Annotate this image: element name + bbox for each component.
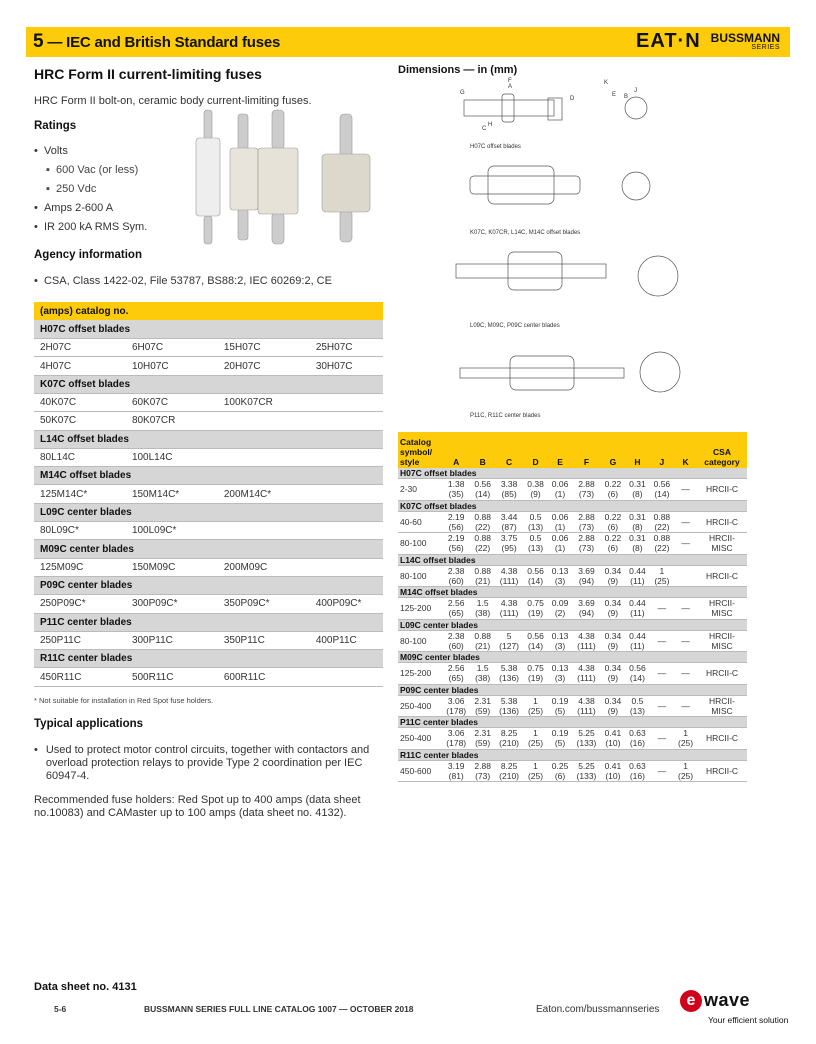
table-cell: 0.88 (22) — [650, 511, 674, 533]
table-group-header: K07C offset blades — [34, 375, 383, 393]
table-cell: 600R11C — [218, 668, 310, 686]
table-group-header: H07C offset blades — [398, 468, 747, 479]
table-row — [398, 565, 747, 587]
table-cell: — — [650, 598, 674, 620]
table-cell: 1 (25) — [674, 760, 697, 782]
drawing-caption: P11C, R11C center blades — [470, 413, 541, 419]
table-cell: 350P09C* — [218, 595, 310, 613]
table-cell — [310, 412, 383, 430]
table-cell: 100L14C — [126, 448, 218, 466]
table-cell: 80-100 — [398, 565, 442, 587]
table-cell: 0.34 (9) — [601, 630, 625, 652]
table-cell: 2-30 — [398, 479, 442, 501]
table-cell: 0.88 (22) — [470, 533, 494, 555]
table-cell — [218, 448, 310, 466]
catalog-footer: BUSSMANN SERIES FULL LINE CATALOG 1007 — OCTOBER 2018 — [144, 1004, 414, 1014]
table-cell: 350P11C — [218, 631, 310, 649]
drawing-caption: L09C, M09C, P09C center blades — [470, 323, 560, 329]
table-cell: HRCII-C — [697, 479, 747, 501]
table-cell: — — [650, 695, 674, 717]
table-cell: 200M14C* — [218, 485, 310, 503]
table-cell: 0.13 (3) — [548, 663, 572, 685]
table-cell — [310, 522, 383, 540]
column-header: Catalog symbol/ style — [398, 432, 442, 468]
table-cell: 125-200 — [398, 598, 442, 620]
series-brand: SERIES — [751, 44, 780, 51]
column-header: H — [625, 432, 649, 468]
table-group-header: P09C center blades — [34, 576, 383, 594]
table-row — [34, 393, 383, 411]
table-cell: 80-100 — [398, 533, 442, 555]
table-cell: 2.56 (65) — [442, 663, 470, 685]
table-cell: — — [650, 630, 674, 652]
table-cell: HRCII-C — [697, 760, 747, 782]
table-cell: 0.56 (14) — [523, 630, 547, 652]
table-group-header: P09C center blades — [398, 684, 747, 695]
dimension-letter: E — [612, 92, 617, 98]
table-cell: 2.88 (73) — [572, 511, 600, 533]
table-cell: 10H07C — [126, 357, 218, 375]
table-cell: 1 (25) — [523, 695, 547, 717]
table-cell: 450R11C — [34, 668, 126, 686]
table-cell — [310, 393, 383, 411]
table-cell: 0.75 (19) — [523, 598, 547, 620]
table-cell: 2.88 (73) — [572, 479, 600, 501]
table-cell: 5.25 (133) — [572, 760, 600, 782]
table-cell: 0.88 (22) — [470, 511, 494, 533]
table-cell: — — [674, 598, 697, 620]
table-cell: 250P09C* — [34, 595, 126, 613]
agency-heading: Agency information — [34, 249, 142, 261]
table-cell: 3.06 (178) — [442, 695, 470, 717]
dimension-letter: D — [570, 96, 575, 102]
table-cell: — — [674, 663, 697, 685]
dimension-letter: J — [634, 88, 637, 94]
table-cell: 8.25 (210) — [495, 760, 523, 782]
table-cell: 1 (25) — [674, 728, 697, 750]
bussmann-brand: BUSSMANN — [710, 31, 780, 45]
dimension-letter: K — [604, 80, 609, 86]
table-row — [398, 728, 747, 750]
table-cell: 0.34 (9) — [601, 598, 625, 620]
table-cell: 2.19 (56) — [442, 511, 470, 533]
table-row — [34, 485, 383, 503]
list-item: • Used to protect motor control circuits, together with contactors and overload protection relays to provide Type 2 coordination per IEC 60947-4. — [34, 744, 370, 782]
table-cell: 0.56 (14) — [523, 565, 547, 587]
website-link[interactable]: Eaton.com/bussmannseries — [536, 1004, 660, 1015]
table-cell — [218, 522, 310, 540]
section-title: 5 — IEC and British Standard fuses — [33, 31, 281, 52]
table-cell: 150M14C* — [126, 485, 218, 503]
dimension-letter: B — [624, 94, 629, 100]
table-cell: 4.38 (111) — [495, 598, 523, 620]
dimension-letter: A — [508, 84, 513, 90]
table-cell: 0.56 (14) — [470, 479, 494, 501]
fuse-holders-text: Recommended fuse holders: Red Spot up to 400 amps (data sheet no.10083) and CAMaster up to 100 amps (data sheet no. 4132). — [34, 794, 361, 819]
list-item: ▪ 250 Vdc — [46, 183, 97, 195]
table-cell: 8.25 (210) — [495, 728, 523, 750]
table-cell: 4.38 (111) — [572, 630, 600, 652]
dimension-letter: G — [460, 90, 465, 96]
table-header: (amps) catalog no. — [34, 302, 383, 320]
table-cell: 0.31 (8) — [625, 479, 649, 501]
table-cell: 3.69 (94) — [572, 565, 600, 587]
section-header-bar — [26, 27, 790, 57]
table-cell: 5 (127) — [495, 630, 523, 652]
table-cell: 100K07CR — [218, 393, 310, 411]
table-cell — [674, 565, 697, 587]
table-row — [398, 663, 747, 685]
table-cell — [310, 558, 383, 576]
datasheet-number: Data sheet no. 4131 — [34, 981, 137, 993]
eaton-logo: EAT·N — [636, 30, 701, 52]
table-group-header: L14C offset blades — [34, 430, 383, 448]
table-cell: 3.44 (87) — [495, 511, 523, 533]
table-cell: 0.88 (21) — [470, 630, 494, 652]
table-cell: 2.56 (65) — [442, 598, 470, 620]
table-row — [34, 339, 383, 357]
table-cell: 3.69 (94) — [572, 598, 600, 620]
table-cell: HRCII-C — [697, 511, 747, 533]
fuse-product-photo — [190, 108, 380, 248]
table-row — [398, 630, 747, 652]
table-cell: 0.06 (1) — [548, 533, 572, 555]
table-cell: 4.38 (111) — [572, 663, 600, 685]
column-header: J — [650, 432, 674, 468]
table-cell: 0.44 (11) — [625, 598, 649, 620]
table-group-header: R11C center blades — [398, 749, 747, 760]
table-cell: 60K07C — [126, 393, 218, 411]
table-cell: 0.22 (6) — [601, 479, 625, 501]
table-cell: 0.06 (1) — [548, 511, 572, 533]
column-header: C — [495, 432, 523, 468]
table-cell: 300P09C* — [126, 595, 218, 613]
table-group-header: P11C center blades — [34, 613, 383, 631]
table-cell: 400P09C* — [310, 595, 383, 613]
column-header: D — [523, 432, 547, 468]
table-cell: 2.88 (73) — [572, 533, 600, 555]
column-header: G — [601, 432, 625, 468]
table-cell: 30H07C — [310, 357, 383, 375]
table-row — [34, 631, 383, 649]
table-cell: 0.13 (3) — [548, 565, 572, 587]
table-cell: 1.5 (38) — [470, 598, 494, 620]
page-number: 5-6 — [54, 1004, 67, 1014]
table-cell: 250P11C — [34, 631, 126, 649]
table-cell: 0.31 (8) — [625, 511, 649, 533]
table-row — [398, 598, 747, 620]
table-cell: 1.38 (35) — [442, 479, 470, 501]
table-cell: 0.22 (6) — [601, 511, 625, 533]
column-header: E — [548, 432, 572, 468]
drawing-caption: K07C, K07CR, L14C, M14C offset blades — [470, 230, 581, 236]
table-cell: — — [674, 479, 697, 501]
drawing-caption: H07C offset blades — [470, 144, 521, 150]
table-cell: 125-200 — [398, 663, 442, 685]
intro-text: HRC Form II bolt-on, ceramic body current-limiting fuses. — [34, 95, 312, 107]
dimensions-table — [398, 432, 747, 782]
table-cell: 0.41 (10) — [601, 728, 625, 750]
column-header: B — [470, 432, 494, 468]
eaton-bussmann-logo — [636, 30, 780, 53]
table-cell: HRCII-C — [697, 663, 747, 685]
table-cell: 0.34 (9) — [601, 565, 625, 587]
page-title: HRC Form II current-limiting fuses — [34, 66, 262, 82]
table-group-header: M09C center blades — [34, 540, 383, 558]
table-row — [398, 479, 747, 501]
table-row — [34, 357, 383, 375]
table-cell: 5.25 (133) — [572, 728, 600, 750]
dimension-drawings — [398, 76, 698, 422]
table-cell: 2.31 (59) — [470, 695, 494, 717]
table-cell: 3.06 (178) — [442, 728, 470, 750]
table-row — [398, 533, 747, 555]
table-cell: 0.34 (9) — [601, 663, 625, 685]
table-row — [34, 595, 383, 613]
table-cell: 40K07C — [34, 393, 126, 411]
table-cell: 80-100 — [398, 630, 442, 652]
table-cell: 20H07C — [218, 357, 310, 375]
table-cell: 2.19 (56) — [442, 533, 470, 555]
table-group-header: M09C center blades — [398, 652, 747, 663]
column-header: CSA category — [697, 432, 747, 468]
table-group-header: M14C offset blades — [34, 467, 383, 485]
table-row — [34, 558, 383, 576]
table-group-header: L09C center blades — [34, 503, 383, 521]
list-item: • Volts — [34, 145, 68, 157]
table-cell: 0.09 (2) — [548, 598, 572, 620]
table-cell — [218, 412, 310, 430]
table-cell — [310, 448, 383, 466]
table-cell: — — [650, 728, 674, 750]
dimensions-title: Dimensions — in (mm) — [398, 64, 518, 76]
table-cell: 0.56 (14) — [625, 663, 649, 685]
ewave-tagline: Your efficient solution — [708, 1015, 789, 1025]
table-cell: 3.75 (95) — [495, 533, 523, 555]
list-item: • IR 200 kA RMS Sym. — [34, 221, 148, 233]
table-cell: 2.88 (73) — [470, 760, 494, 782]
table-cell — [310, 485, 383, 503]
table-header — [398, 432, 747, 468]
agency-list — [34, 272, 332, 291]
table-cell: 0.13 (3) — [548, 630, 572, 652]
ewave-e-icon: e — [680, 990, 702, 1012]
table-group-header: H07C offset blades — [34, 320, 383, 338]
list-item: ▪ 600 Vac (or less) — [46, 164, 139, 176]
table-cell: — — [650, 663, 674, 685]
table-cell: 1 (25) — [650, 565, 674, 587]
footnote: * Not suitable for installation in Red Spot fuse holders. — [34, 696, 214, 705]
table-cell: 2.31 (59) — [470, 728, 494, 750]
table-cell: HRCII- MISC — [697, 533, 747, 555]
table-cell: 125M09C — [34, 558, 126, 576]
table-cell: 1.5 (38) — [470, 663, 494, 685]
table-cell: 0.34 (9) — [601, 695, 625, 717]
table-cell: 150M09C — [126, 558, 218, 576]
table-cell: 500R11C — [126, 668, 218, 686]
table-cell: 4.38 (111) — [495, 565, 523, 587]
typical-applications — [34, 718, 379, 820]
table-cell: 250-400 — [398, 728, 442, 750]
dimension-letter: C — [482, 126, 487, 132]
column-header: K — [674, 432, 697, 468]
table-cell: 200M09C — [218, 558, 310, 576]
table-cell: — — [674, 695, 697, 717]
table-row — [398, 760, 747, 782]
table-cell: 80K07CR — [126, 412, 218, 430]
table-cell: 6H07C — [126, 339, 218, 357]
table-cell: 400P11C — [310, 631, 383, 649]
table-row — [398, 511, 747, 533]
table-cell: 0.5 (13) — [523, 533, 547, 555]
table-cell: HRCII- MISC — [697, 695, 747, 717]
column-header: A — [442, 432, 470, 468]
table-group-header: M14C offset blades — [398, 587, 747, 598]
table-cell: 300P11C — [126, 631, 218, 649]
table-cell: 1 (25) — [523, 760, 547, 782]
table-cell: 0.19 (5) — [548, 695, 572, 717]
ewave-logo: e wave Your efficient solution — [680, 990, 792, 1030]
table-cell: HRCII- MISC — [697, 598, 747, 620]
table-cell: 0.06 (1) — [548, 479, 572, 501]
table-cell: 3.19 (81) — [442, 760, 470, 782]
list-item: • Amps 2-600 A — [34, 202, 114, 214]
table-cell: 125M14C* — [34, 485, 126, 503]
table-cell: 0.22 (6) — [601, 533, 625, 555]
table-cell: 4H07C — [34, 357, 126, 375]
table-cell: 80L09C* — [34, 522, 126, 540]
table-row — [398, 695, 747, 717]
column-header: F — [572, 432, 600, 468]
table-cell: HRCII-C — [697, 728, 747, 750]
table-cell: 0.25 (6) — [548, 760, 572, 782]
dimension-letter: H — [488, 122, 493, 128]
table-cell: 1 (25) — [523, 728, 547, 750]
table-cell: 0.19 (5) — [548, 728, 572, 750]
table-row — [34, 668, 383, 686]
table-cell: 250-400 — [398, 695, 442, 717]
catalog-number-table — [34, 302, 383, 687]
table-cell: 2.38 (60) — [442, 630, 470, 652]
table-cell: 0.38 (9) — [523, 479, 547, 501]
table-cell: 40-60 — [398, 511, 442, 533]
table-cell: 0.88 (22) — [650, 533, 674, 555]
table-cell: — — [674, 511, 697, 533]
table-cell: 0.5 (13) — [625, 695, 649, 717]
table-cell: 4.38 (111) — [572, 695, 600, 717]
table-cell: 0.56 (14) — [650, 479, 674, 501]
table-cell: 450-600 — [398, 760, 442, 782]
table-cell: 0.31 (8) — [625, 533, 649, 555]
table-cell: — — [650, 760, 674, 782]
table-cell: HRCII- MISC — [697, 630, 747, 652]
table-cell: 5.38 (136) — [495, 695, 523, 717]
typical-heading: Typical applications — [34, 718, 144, 730]
table-cell: 50K07C — [34, 412, 126, 430]
table-cell: 2.38 (60) — [442, 565, 470, 587]
table-row — [34, 412, 383, 430]
table-cell: 0.88 (21) — [470, 565, 494, 587]
table-cell: 0.44 (11) — [625, 565, 649, 587]
table-cell — [310, 668, 383, 686]
table-cell: — — [674, 630, 697, 652]
table-group-header: P11C center blades — [398, 717, 747, 728]
ratings-heading: Ratings — [34, 120, 77, 132]
table-cell: 25H07C — [310, 339, 383, 357]
table-group-header: R11C center blades — [34, 650, 383, 668]
table-cell: 0.5 (13) — [523, 511, 547, 533]
table-cell: 100L09C* — [126, 522, 218, 540]
table-group-header: K07C offset blades — [398, 500, 747, 511]
table-cell: — — [674, 533, 697, 555]
table-cell: 0.44 (11) — [625, 630, 649, 652]
table-group-header: L09C center blades — [398, 619, 747, 630]
dimension-letter: F — [508, 78, 512, 84]
table-cell: 15H07C — [218, 339, 310, 357]
table-row — [34, 448, 383, 466]
table-cell: 80L14C — [34, 448, 126, 466]
list-item: • CSA, Class 1422-02, File 53787, BS88:2, IEC 60269:2, CE — [34, 275, 332, 287]
table-cell: 5.38 (136) — [495, 663, 523, 685]
table-row — [34, 522, 383, 540]
table-cell: 0.41 (10) — [601, 760, 625, 782]
table-cell: 0.75 (19) — [523, 663, 547, 685]
table-group-header: L14C offset blades — [398, 554, 747, 565]
table-cell: 0.63 (16) — [625, 728, 649, 750]
table-cell: HRCII-C — [697, 565, 747, 587]
table-cell: 2H07C — [34, 339, 126, 357]
table-cell: 3.38 (85) — [495, 479, 523, 501]
table-cell: 0.63 (16) — [625, 760, 649, 782]
ratings-list — [34, 142, 147, 237]
